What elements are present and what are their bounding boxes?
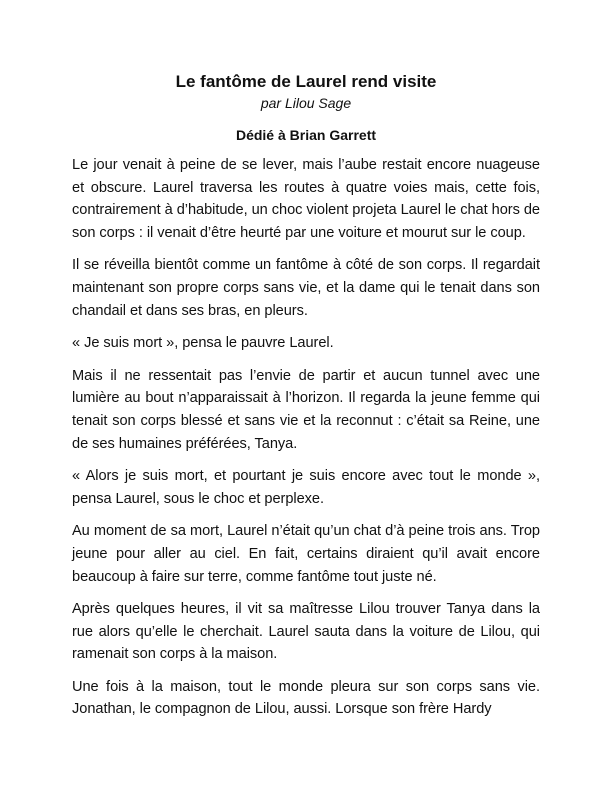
paragraph: Au moment de sa mort, Laurel n’était qu’un chat d’à peine trois ans. Trop jeune pour aller au ciel. En fait, certains diraient qu’il avait encore beaucoup à faire sur terre, comme fantôme tout juste né.: [72, 523, 540, 585]
story-body: [72, 154, 540, 721]
paragraph: « Je suis mort », pensa le pauvre Laurel.: [72, 335, 334, 352]
document-title: Le fantôme de Laurel rend visite: [175, 72, 437, 91]
paragraph: « Alors je suis mort, et pourtant je suis encore avec tout le monde », pensa Laurel, sous le choc et perplexe.: [72, 468, 540, 507]
paragraph: Une fois à la maison, tout le monde pleura sur son corps sans vie. Jonathan, le compagnon de Lilou, aussi. Lorsque son frère Hardy: [72, 678, 540, 718]
dedication: Dédié à Brian Garrett: [235, 127, 377, 143]
document-page: [72, 72, 540, 731]
paragraph: Il se réveilla bientôt comme un fantôme à côté de son corps. Il regardait maintenant son propre corps sans vie, et la dame qui le tenait dans son chandail et dans ses bras, en pleurs.: [72, 257, 540, 319]
paragraph: Mais il ne ressentait pas l’envie de partir et aucun tunnel avec une lumière au bout n’apparaissait à l’horizon. Il regarda la jeune femme qui tenait son corps blessé et sans vie et la reconnut : c’était sa Reine, une de ses humaines préférées, Tanya.: [72, 367, 540, 452]
author-byline: par Lilou Sage: [260, 95, 352, 111]
paragraph: Après quelques heures, il vit sa maîtresse Lilou trouver Tanya dans la rue alors qu’elle le cherchait. Laurel sauta dans la voiture de Lilou, qui ramenait son corps à la maison.: [72, 601, 540, 663]
paragraph: Le jour venait à peine de se lever, mais l’aube restait encore nuageuse et obscure. Laurel traversa les routes à quatre voies mais, cette fois, contrairement à d’habitude, un choc violent projeta Laurel le chat hors de son corps : il venait d’être heurté par une voiture et mourut sur le coup.: [72, 157, 540, 241]
